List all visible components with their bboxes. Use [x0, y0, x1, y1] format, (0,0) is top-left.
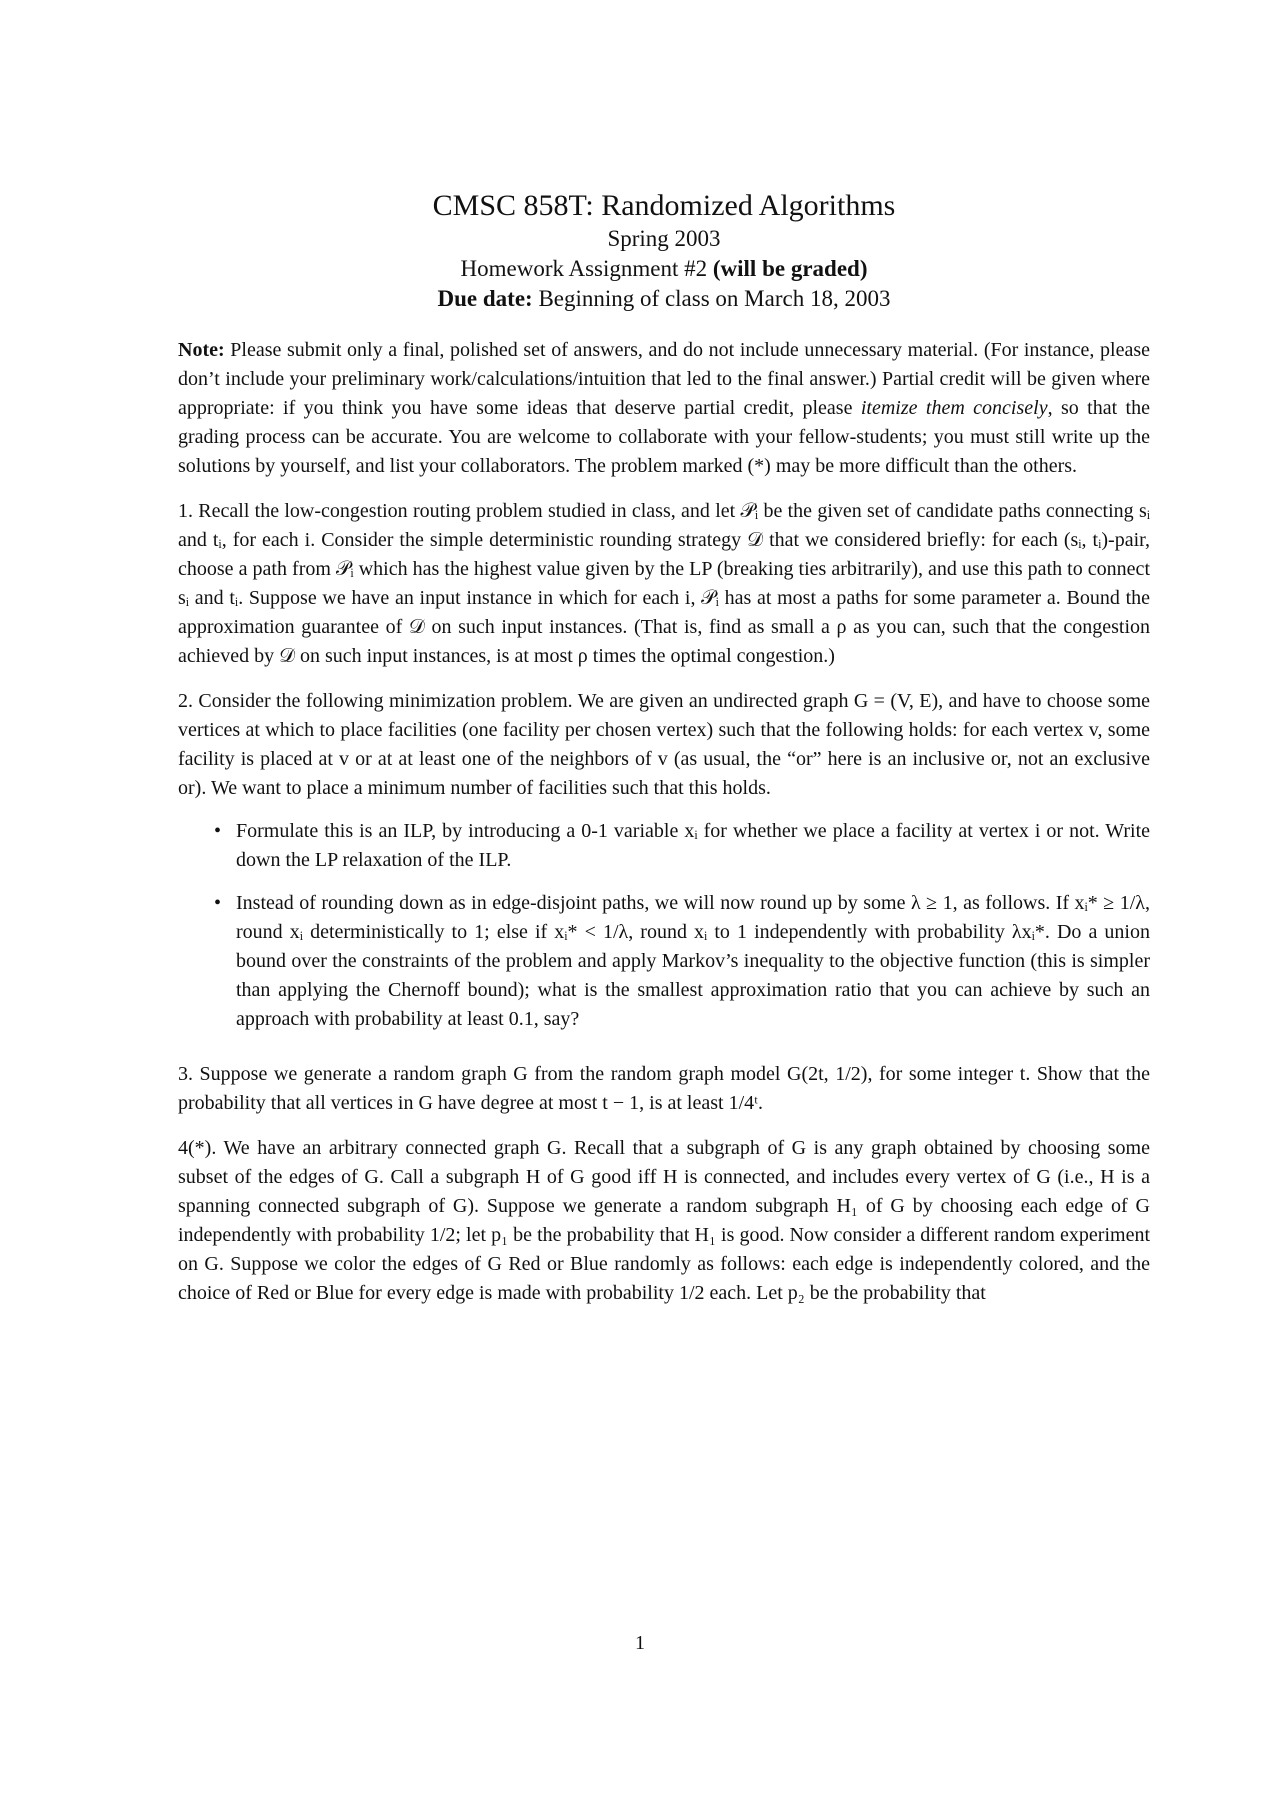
- bullet-icon: •: [214, 820, 222, 842]
- bullet-text: Instead of rounding down as in edge-disjoint paths, we will now round up by some λ ≥ 1, as follows. If xᵢ* ≥ 1/λ, round xᵢ deterministically to 1; else if xᵢ* < 1/λ, round xᵢ to 1 independently with probability λxᵢ*. Do a union bound over the constraints of the problem and apply Markov’s inequality to the objective function (this is simpler than applying the Chernoff bound); what is the smallest approximation ratio that you can achieve by such an approach with probability at least 0.1, say?: [236, 892, 1150, 1030]
- page-number: 1: [635, 1632, 645, 1654]
- note-paragraph: [178, 336, 1150, 481]
- due-date-text: Beginning of class on March 18, 2003: [538, 286, 891, 311]
- note-text-2: , so that the grading process can be accurate. You are welcome to collaborate with your fellow-students; you must still write up the solutions by yourself, and list your collaborators. The problem marked (*) may be more difficult than the others.: [178, 397, 1150, 477]
- bullet-text: Formulate this is an ILP, by introducing a 0-1 variable xᵢ for whether we place a facility at vertex i or not. Write down the LP relaxation of the ILP.: [236, 820, 1150, 871]
- list-item: [178, 889, 1150, 1034]
- document-body: [178, 188, 1150, 1308]
- note-emphasis: itemize them concisely: [860, 397, 1048, 419]
- graded-note: (will be graded): [712, 256, 868, 281]
- problem-1: 1. Recall the low-congestion routing problem studied in class, and let 𝒫ᵢ be the given set of candidate paths connecting sᵢ and tᵢ, for each i. Consider the simple deterministic rounding strategy 𝒟 that we considered briefly: for each (sᵢ, tᵢ)-pair, choose a path from 𝒫ᵢ which has the highest value given by the LP (breaking ties arbitrarily), and use this path to connect sᵢ and tᵢ. Suppose we have an input instance in which for each i, 𝒫ᵢ has at most a paths for some parameter a. Bound the approximation guarantee of 𝒟 on such input instances. (That is, find as small a ρ as you can, such that the congestion achieved by 𝒟 on such input instances, is at most ρ times the optimal congestion.): [178, 500, 1150, 667]
- document-header: [178, 188, 1150, 314]
- assignment-line: [178, 254, 1150, 284]
- due-date-label: Due date:: [437, 286, 533, 311]
- note-text-1: Please submit only a final, polished set of answers, and do not include unnecessary material. (For instance, please don’t include your preliminary work/calculations/intuition that led to the final answer.) Partial credit will be given where appropriate: if you think you have some ideas that deserve partial credit, please: [178, 339, 1150, 419]
- problem-2-bullets: [178, 817, 1150, 1034]
- note-label: Note:: [178, 339, 225, 361]
- problem-2: 2. Consider the following minimization problem. We are given an undirected graph G = (V, E), and have to choose some vertices at which to place facilities (one facility per chosen vertex) such that the following holds: for each vertex v, some facility is placed at v or at at least one of the neighbors of v (as usual, the “or” here is an inclusive or, not an exclusive or). We want to place a minimum number of facilities such that this holds.: [178, 690, 1150, 799]
- problem-4: 4(*). We have an arbitrary connected graph G. Recall that a subgraph of G is any graph obtained by choosing some subset of the edges of G. Call a subgraph H of G good iff H is connected, and includes every vertex of G (i.e., H is a spanning connected subgraph of G). Suppose we generate a random subgraph H₁ of G by choosing each edge of G independently with probability 1/2; let p₁ be the probability that H₁ is good. Now consider a different random experiment on G. Suppose we color the edges of G Red or Blue randomly as follows: each edge is independently colored, and the choice of Red or Blue for every edge is made with probability 1/2 each. Let p₂ be the probability that: [178, 1137, 1150, 1304]
- term: Spring 2003: [607, 226, 721, 251]
- list-item: [178, 817, 1150, 875]
- assignment-title: Homework Assignment #2: [460, 256, 708, 281]
- bullet-icon: •: [214, 892, 222, 914]
- problem-3: 3. Suppose we generate a random graph G from the random graph model G(2t, 1/2), for some integer t. Show that the probability that all vertices in G have degree at most t − 1, is at least 1/4ᵗ.: [178, 1063, 1150, 1114]
- course-title: CMSC 858T: Randomized Algorithms: [432, 189, 896, 222]
- due-date-line: [178, 284, 1150, 314]
